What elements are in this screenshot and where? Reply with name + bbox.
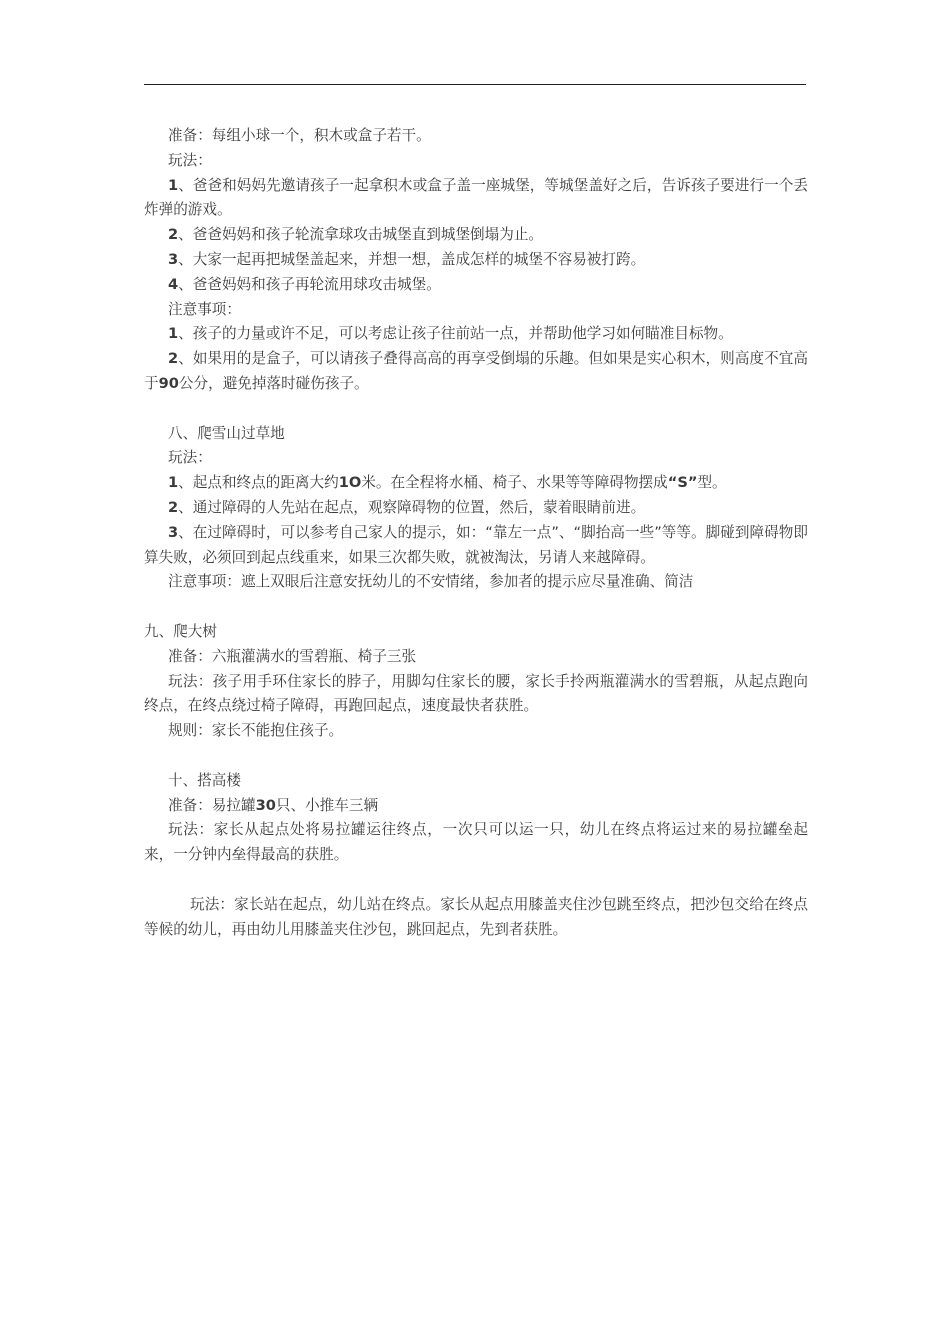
- paragraph-play: [144, 670, 808, 720]
- text: 注意事项：: [168, 300, 241, 318]
- paragraph-prep: [144, 645, 808, 670]
- text: 玩法：家长站在起点，幼儿站在终点。家长从起点用膝盖夹住沙包跳至终点，把沙包交给在终点等候的幼儿，再由幼儿用膝盖夹住沙包，跳回起点，先到者获胜。: [144, 895, 808, 938]
- paragraph-notes: [144, 570, 808, 595]
- text: 准备：易拉罐: [168, 796, 256, 814]
- paragraph-step-1: [144, 174, 808, 224]
- text: 九、爬大树: [144, 622, 217, 640]
- paragraph-play: [144, 818, 808, 868]
- text: 、爸爸妈妈和孩子再轮流用球攻击城堡。: [178, 275, 441, 293]
- text: 玩法：家长从起点处将易拉罐运往终点，一次只可以运一只，幼儿在终点将运过来的易拉罐垒起来，一分钟内垒得最高的获胜。: [144, 821, 808, 864]
- paragraph-rule: [144, 719, 808, 744]
- section-title: [144, 422, 808, 447]
- bold-number: 90: [158, 374, 179, 392]
- note-number: 2: [168, 350, 179, 368]
- paragraph-play-heading: [144, 149, 808, 174]
- text: 公分，避免掉落时碰伤孩子。: [178, 374, 369, 392]
- text: 、起点和终点的距离大约: [178, 474, 339, 492]
- step-number: 1: [168, 176, 179, 194]
- text: 、孩子的力量或许不足，可以考虑让孩子往前站一点，并帮助他学习如何瞄准目标物。: [178, 325, 733, 343]
- paragraph-note-2: [144, 347, 808, 397]
- paragraph-step-3: [144, 521, 808, 571]
- blank-line: [144, 744, 808, 769]
- paragraph-step-1: [144, 471, 808, 496]
- text: 十、搭高楼: [168, 771, 241, 789]
- paragraph-prep: [144, 124, 808, 149]
- text: 玩法：: [168, 449, 212, 467]
- paragraph-note-1: [144, 322, 808, 347]
- blank-line: [144, 595, 808, 620]
- paragraph-play: [144, 893, 808, 943]
- header-rule: [144, 84, 806, 85]
- text: 玩法：孩子用手环住家长的脖子，用脚勾住家长的腰，家长手拎两瓶灌满水的雪碧瓶，从起点跑向终点，在终点绕过椅子障碍，再跑回起点，速度最快者获胜。: [144, 672, 808, 715]
- paragraph-step-4: [144, 273, 808, 298]
- step-number: 4: [168, 275, 179, 293]
- text: 准备：六瓶灌满水的雪碧瓶、椅子三张: [168, 647, 417, 665]
- paragraph-step-2: [144, 223, 808, 248]
- text: 米。在全程将水桶、椅子、水果等等障碍物摆成: [361, 474, 668, 492]
- paragraph-play-heading: [144, 446, 808, 471]
- text: 规则：家长不能抱住孩子。: [168, 722, 344, 740]
- step-number: 3: [168, 250, 179, 268]
- text: 、大家一起再把城堡盖起来，并想一想，盖成怎样的城堡不容易被打跨。: [178, 250, 646, 268]
- paragraph-notes-heading: [144, 298, 808, 323]
- step-number: 3: [168, 523, 179, 541]
- text: 、在过障碍时，可以参考自己家人的提示，如：“靠左一点”、“脚抬高一些”等等。脚碰到障碍物即算失败，必须回到起点线重来，如果三次都失败，就被淘汰，另请人来越障碍。: [144, 523, 808, 566]
- text: 型。: [697, 474, 727, 492]
- text: 准备：每组小球一个，积木或盒子若干。: [168, 127, 431, 144]
- paragraph-prep: [144, 794, 808, 819]
- paragraph-step-3: [144, 248, 808, 273]
- text: 玩法：: [168, 151, 212, 169]
- document-body: [144, 124, 808, 942]
- step-number: 2: [168, 498, 179, 516]
- text: 只、小推车三辆: [275, 796, 379, 814]
- bold-number: 30: [255, 796, 276, 814]
- note-number: 1: [168, 325, 179, 343]
- text: 八、爬雪山过草地: [168, 424, 285, 442]
- section-title: [144, 769, 808, 794]
- text: 注意事项：遮上双眼后注意安抚幼儿的不安情绪，参加者的提示应尽量准确、简洁: [168, 573, 694, 591]
- step-number: 1: [168, 474, 179, 492]
- text: 、如果用的是盒子，可以请孩子叠得高高的再享受倒塌的乐趣。但如果是实心积木，则高度不宜高于: [144, 350, 808, 392]
- blank-line: [144, 397, 808, 422]
- blank-line: [144, 868, 808, 893]
- step-number: 2: [168, 226, 179, 244]
- paragraph-step-2: [144, 496, 808, 521]
- bold-number: 1O: [338, 474, 362, 492]
- text: 、通过障碍的人先站在起点，观察障碍物的位置，然后，蒙着眼睛前进。: [178, 498, 646, 516]
- text: 、爸爸和妈妈先邀请孩子一起拿积木或盒子盖一座城堡，等城堡盖好之后，告诉孩子要进行一个丢炸弹的游戏。: [144, 176, 808, 219]
- text: 、爸爸妈妈和孩子轮流拿球攻击城堡直到城堡倒塌为止。: [178, 226, 544, 244]
- bold-quote: “S”: [667, 474, 698, 492]
- section-title: [144, 620, 808, 645]
